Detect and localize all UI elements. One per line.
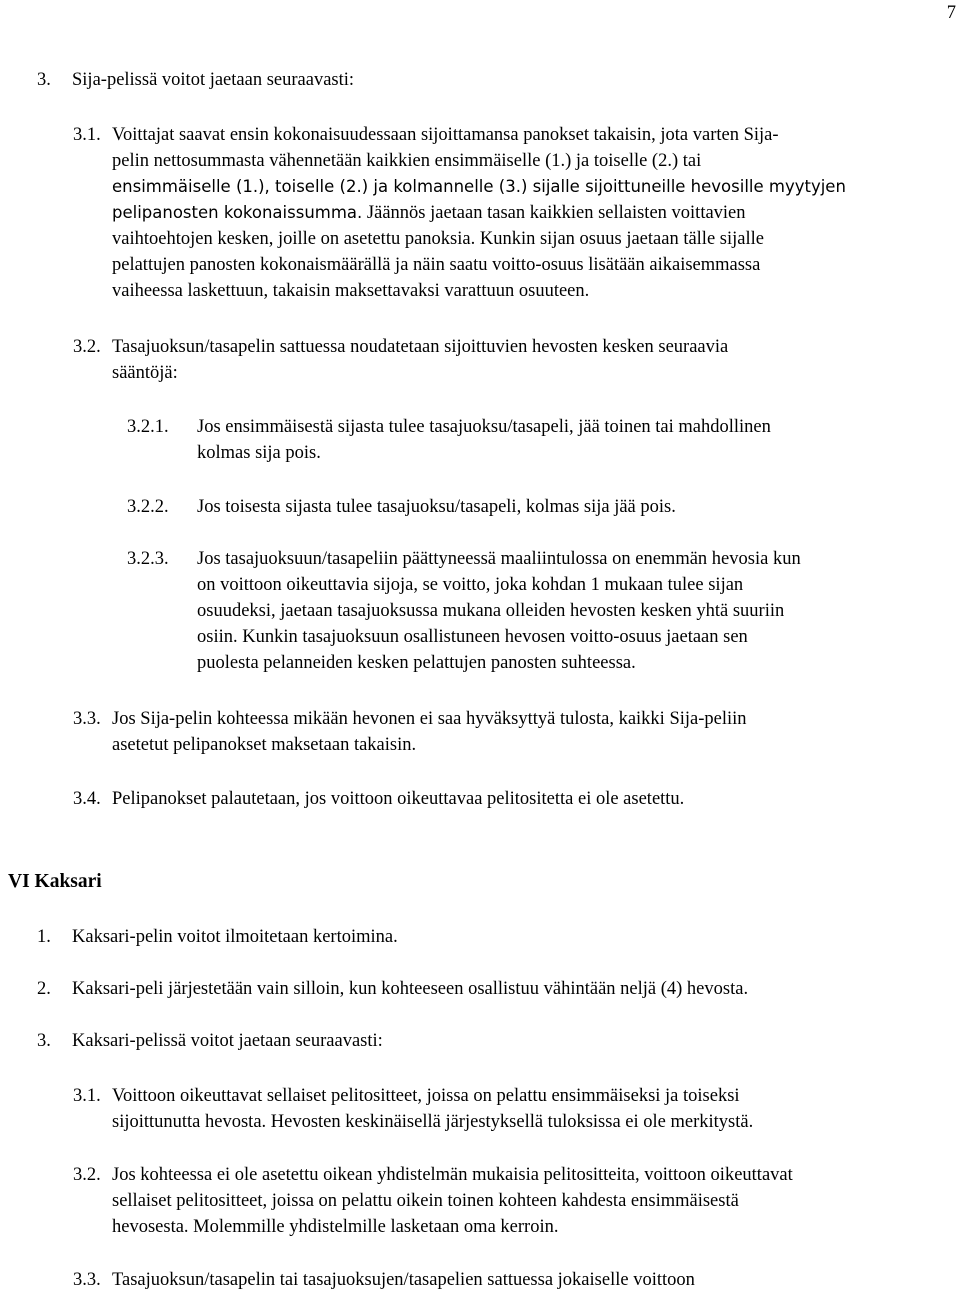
kaksari-item-3-3-paragraph	[112, 1267, 957, 1293]
item-3-4-number: 3.4.	[73, 789, 101, 809]
item-3-4-paragraph	[112, 786, 957, 812]
kaksari-item-1-number: 1.	[37, 927, 51, 947]
item-3-2-3-paragraph	[197, 546, 957, 676]
item-3-3-number: 3.3.	[73, 709, 101, 729]
item-3-2-2-paragraph	[197, 494, 957, 520]
kaksari-item-3-3-number: 3.3.	[73, 1270, 101, 1290]
kaksari-item-3-2-line-1: Jos kohteessa ei ole asetettu oikean yhdistelmän mukaisia pelitositteita, voittoon oikeuttavat	[112, 1165, 793, 1185]
section-heading-vi-kaksari: VI Kaksari	[8, 871, 102, 892]
item-3-2-3-line-5: puolesta pelanneiden kesken pelattujen panosten suhteessa.	[197, 653, 636, 673]
item-3-1-number: 3.1.	[73, 125, 101, 145]
item-3-2-line-2: sääntöjä:	[112, 363, 178, 383]
item-3-4-line-1: Pelipanokset palautetaan, jos voittoon oikeuttavaa pelitositetta ei ole asetettu.	[112, 789, 685, 809]
item-3-2-2-line-1: Jos toisesta sijasta tulee tasajuoksu/tasapeli, kolmas sija jää pois.	[197, 497, 676, 517]
item-3-1-line-5: vaihtoehtojen kesken, joille on asetettu panoksia. Kunkin sijan osuus jaetaan tälle sijalle	[112, 229, 764, 249]
item-3-2-line-1: Tasajuoksun/tasapelin sattuessa noudatetaan sijoittuvien hevosten kesken seuraavia	[112, 337, 729, 357]
kaksari-item-3-number: 3.	[37, 1031, 51, 1051]
item-3-2-1-line-1: Jos ensimmäisestä sijasta tulee tasajuoksu/tasapeli, jää toinen tai mahdollinen	[197, 417, 771, 437]
item-3-2-1-line-2: kolmas sija pois.	[197, 443, 321, 463]
item-3-1-line-1: Voittajat saavat ensin kokonaisuudessaan sijoittamansa panokset takaisin, jota varten Sija-	[112, 125, 779, 145]
item-3-2-2-number: 3.2.2.	[127, 497, 169, 517]
kaksari-item-3-2-number: 3.2.	[73, 1165, 101, 1185]
kaksari-item-2-text: Kaksari-peli järjestetään vain silloin, kun kohteeseen osallistuu vähintään neljä (4) hevosta.	[72, 979, 749, 999]
kaksari-item-3-2-paragraph	[112, 1162, 957, 1240]
kaksari-item-3-1-line-2: sijoittunutta hevosta. Hevosten keskinäisellä järjestyksellä tuloksissa ei ole merkitystä.	[112, 1112, 754, 1132]
item-3-2-3-line-4: osiin. Kunkin tasajuoksuun osallistuneen hevosen voitto-osuus jaetaan sen	[197, 627, 748, 647]
item-3-1-line-2	[112, 148, 957, 174]
kaksari-item-3-2-line-2: sellaiset pelitositteet, joissa on pelattu oikein toinen kohteen kahdesta ensimmäisestä	[112, 1191, 739, 1211]
item-3-1-line-4-serif: Jäännös jaetaan tasan kaikkien sellaisten voittavien	[366, 203, 746, 223]
section-3-number: 3.	[37, 70, 51, 90]
item-3-3-paragraph	[112, 706, 957, 758]
page-number: 7	[946, 3, 956, 23]
item-3-2-3-line-3: osuudeksi, jaetaan tasajuoksussa mukana olleiden hevosten kesken yhtä suuriin	[197, 601, 785, 621]
kaksari-item-3-2-line-3: hevosesta. Molemmille yhdistelmille lasketaan oma kerroin.	[112, 1217, 559, 1237]
kaksari-item-2-number: 2.	[37, 979, 51, 999]
item-3-2-paragraph	[112, 334, 957, 386]
item-3-2-3-line-1: Jos tasajuoksuun/tasapeliin päättyneessä maaliintulossa on enemmän hevosia kun	[197, 549, 801, 569]
kaksari-item-3-3-line-1: Tasajuoksun/tasapelin tai tasajuoksujen/tasapelien sattuessa jokaiselle voittoon	[112, 1270, 695, 1290]
item-3-1-paragraph	[112, 122, 957, 304]
kaksari-item-3-1-line-1: Voittoon oikeuttavat sellaiset pelitositteet, joissa on pelattu ensimmäiseksi ja toiseksi	[112, 1086, 740, 1106]
item-3-1-line-3: ensimmäiselle (1.), toiselle (2.) ja kolmannelle (3.) sijalle sijoittuneille hevosille myytyjen	[112, 177, 846, 196]
kaksari-item-3-1-number: 3.1.	[73, 1086, 101, 1106]
item-3-1-line-4-sans: pelipanosten kokonaissumma.	[112, 203, 363, 222]
kaksari-item-3-1-paragraph	[112, 1083, 957, 1135]
item-3-1-line-2-text: pelin nettosummasta vähennetään kaikkien ensimmäiselle (1.) ja toiselle (2.) tai	[112, 151, 702, 171]
item-3-2-3-number: 3.2.3.	[127, 549, 169, 569]
kaksari-item-3-text: Kaksari-pelissä voitot jaetaan seuraavasti:	[72, 1031, 383, 1051]
item-3-2-1-number: 3.2.1.	[127, 417, 169, 437]
item-3-1-line-6: pelattujen panosten kokonaismäärällä ja näin saatu voitto-osuus lisätään aikaisemmassa	[112, 255, 761, 275]
item-3-1-line-4	[112, 200, 957, 226]
kaksari-item-1-text: Kaksari-pelin voitot ilmoitetaan kertoimina.	[72, 927, 398, 947]
item-3-1-line-7: vaiheessa laskettuun, takaisin maksettavaksi varattuun osuuteen.	[112, 281, 590, 301]
item-3-2-1-paragraph	[197, 414, 957, 466]
item-3-2-number: 3.2.	[73, 337, 101, 357]
section-3-text: Sija-pelissä voitot jaetaan seuraavasti:	[72, 70, 355, 90]
item-3-3-line-2: asetetut pelipanokset maksetaan takaisin.	[112, 735, 417, 755]
item-3-2-3-line-2: on voittoon oikeuttavia sijoja, se voitto, joka kohdan 1 mukaan tulee sijan	[197, 575, 744, 595]
item-3-3-line-1: Jos Sija-pelin kohteessa mikään hevonen ei saa hyväksyttyä tulosta, kaikki Sija-peliin	[112, 709, 747, 729]
